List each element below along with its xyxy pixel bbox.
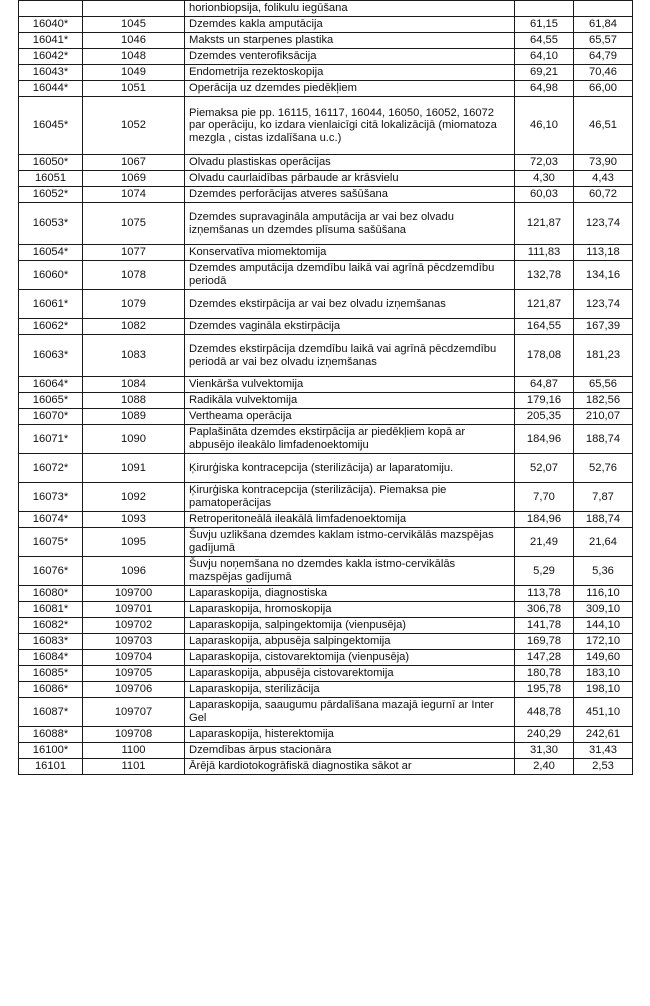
table-row: [19, 1, 633, 17]
table-row: [19, 727, 633, 743]
procedure-description-cell: Ķirurģiska kontracepcija (sterilizācija) ar laparatomiju.: [185, 454, 515, 483]
procedure-code-cell: 16082*: [19, 618, 83, 634]
table-row: [19, 245, 633, 261]
procedure-code-cell: 16088*: [19, 727, 83, 743]
tariff-value-2-cell: 65,57: [574, 33, 633, 49]
manipulation-number-cell: 109701: [83, 602, 185, 618]
procedure-description-cell: Dzemdes supravagināla amputācija ar vai bez olvadu izņemšanas un dzemdes plīsuma sašūšana: [185, 203, 515, 245]
procedure-code-cell: 16071*: [19, 425, 83, 454]
tariff-value-1-cell: 147,28: [515, 650, 574, 666]
procedure-description-cell: Dzemdes venterofiksācija: [185, 49, 515, 65]
table-row: [19, 203, 633, 245]
manipulation-number-cell: 1088: [83, 393, 185, 409]
manipulation-number-cell: 1078: [83, 261, 185, 290]
procedure-code-cell: 16070*: [19, 409, 83, 425]
tariff-value-2-cell: 134,16: [574, 261, 633, 290]
table-row: [19, 698, 633, 727]
tariff-value-1-cell: 52,07: [515, 454, 574, 483]
tariff-value-2-cell: 144,10: [574, 618, 633, 634]
procedure-description-cell: Laparaskopija, saaugumu pārdalīšana mazajā iegurnī ar Inter Gel: [185, 698, 515, 727]
tariff-value-2-cell: 116,10: [574, 586, 633, 602]
table-row: [19, 97, 633, 155]
tariff-value-1-cell: 184,96: [515, 512, 574, 528]
manipulation-number-cell: 109707: [83, 698, 185, 727]
manipulation-number-cell: 1049: [83, 65, 185, 81]
procedure-description-cell: Laparaskopija, hromoskopija: [185, 602, 515, 618]
tariff-table-body: [19, 1, 633, 775]
manipulation-number-cell: 1052: [83, 97, 185, 155]
procedure-code-cell: 16086*: [19, 682, 83, 698]
tariff-value-1-cell: 179,16: [515, 393, 574, 409]
tariff-value-2-cell: 2,53: [574, 759, 633, 775]
tariff-value-2-cell: 64,79: [574, 49, 633, 65]
tariff-value-1-cell: 178,08: [515, 335, 574, 377]
procedure-description-cell: Olvadu caurlaidības pārbaude ar krāsvielu: [185, 171, 515, 187]
table-row: [19, 65, 633, 81]
procedure-description-cell: Laparaskopija, abpusēja salpingektomija: [185, 634, 515, 650]
tariff-value-2-cell: 182,56: [574, 393, 633, 409]
tariff-value-2-cell: 52,76: [574, 454, 633, 483]
tariff-value-2-cell: 451,10: [574, 698, 633, 727]
tariff-value-2-cell: 60,72: [574, 187, 633, 203]
table-row: [19, 290, 633, 319]
tariff-value-2-cell: 123,74: [574, 203, 633, 245]
procedure-code-cell: 16044*: [19, 81, 83, 97]
manipulation-number-cell: 109702: [83, 618, 185, 634]
tariff-value-1-cell: 5,29: [515, 557, 574, 586]
table-row: [19, 512, 633, 528]
tariff-value-1-cell: 184,96: [515, 425, 574, 454]
table-row: [19, 319, 633, 335]
procedure-code-cell: 16061*: [19, 290, 83, 319]
tariff-value-1-cell: 64,98: [515, 81, 574, 97]
tariff-value-1-cell: 121,87: [515, 290, 574, 319]
manipulation-number-cell: 1083: [83, 335, 185, 377]
procedure-code-cell: 16101: [19, 759, 83, 775]
procedure-code-cell: 16085*: [19, 666, 83, 682]
procedure-code-cell: 16064*: [19, 377, 83, 393]
tariff-value-2-cell: 198,10: [574, 682, 633, 698]
procedure-code-cell: 16043*: [19, 65, 83, 81]
procedure-description-cell: Laparaskopija, histerektomija: [185, 727, 515, 743]
procedure-description-cell: Dzemdes amputācija dzemdību laikā vai agrīnā pēcdzemdību periodā: [185, 261, 515, 290]
table-row: [19, 409, 633, 425]
table-row: [19, 155, 633, 171]
procedure-code-cell: 16041*: [19, 33, 83, 49]
tariff-value-2-cell: 70,46: [574, 65, 633, 81]
procedure-description-cell: Piemaksa pie pp. 16115, 16117, 16044, 16050, 16052, 16072 par operāciju, ko izdara vienlaicīgi citā lokalizācijā (miomatoza mezgla , cistas izdalīšana u.c.): [185, 97, 515, 155]
tariff-value-1-cell: 64,10: [515, 49, 574, 65]
tariff-value-2-cell: 73,90: [574, 155, 633, 171]
procedure-description-cell: Dzemdes ekstirpācija dzemdību laikā vai agrīnā pēcdzemdību periodā ar vai bez olvadu izņemšanas: [185, 335, 515, 377]
tariff-value-1-cell: 306,78: [515, 602, 574, 618]
table-row: [19, 393, 633, 409]
table-row: [19, 759, 633, 775]
table-row: [19, 602, 633, 618]
tariff-value-2-cell: 167,39: [574, 319, 633, 335]
procedure-description-cell: Ārējā kardiotokogrāfiskā diagnostika sākot ar: [185, 759, 515, 775]
tariff-value-1-cell: 164,55: [515, 319, 574, 335]
manipulation-number-cell: 109705: [83, 666, 185, 682]
tariff-value-1-cell: 448,78: [515, 698, 574, 727]
tariff-value-2-cell: [574, 1, 633, 17]
tariff-value-2-cell: 183,10: [574, 666, 633, 682]
tariff-value-2-cell: 123,74: [574, 290, 633, 319]
table-row: [19, 743, 633, 759]
manipulation-number-cell: 109706: [83, 682, 185, 698]
manipulation-number-cell: 1096: [83, 557, 185, 586]
manipulation-number-cell: 1089: [83, 409, 185, 425]
tariff-value-1-cell: 64,87: [515, 377, 574, 393]
tariff-value-1-cell: 132,78: [515, 261, 574, 290]
procedure-code-cell: 16053*: [19, 203, 83, 245]
procedure-description-cell: Dzemdes perforācijas atveres sašūšana: [185, 187, 515, 203]
tariff-value-1-cell: 113,78: [515, 586, 574, 602]
procedure-code-cell: 16075*: [19, 528, 83, 557]
tariff-value-1-cell: 141,78: [515, 618, 574, 634]
tariff-value-1-cell: 180,78: [515, 666, 574, 682]
table-row: [19, 187, 633, 203]
tariff-value-2-cell: 149,60: [574, 650, 633, 666]
tariff-value-2-cell: 210,07: [574, 409, 633, 425]
table-row: [19, 528, 633, 557]
table-row: [19, 557, 633, 586]
procedure-code-cell: 16060*: [19, 261, 83, 290]
manipulation-number-cell: 109700: [83, 586, 185, 602]
procedure-code-cell: 16052*: [19, 187, 83, 203]
procedure-code-cell: 16083*: [19, 634, 83, 650]
tariff-value-2-cell: 61,84: [574, 17, 633, 33]
manipulation-number-cell: 109708: [83, 727, 185, 743]
tariff-value-1-cell: 60,03: [515, 187, 574, 203]
tariff-value-2-cell: 65,56: [574, 377, 633, 393]
procedure-code-cell: 16054*: [19, 245, 83, 261]
procedure-description-cell: horionbiopsija, folikulu iegūšana: [185, 1, 515, 17]
procedure-description-cell: Laparaskopija, cistovarektomija (vienpusēja): [185, 650, 515, 666]
table-row: [19, 425, 633, 454]
manipulation-number-cell: 1048: [83, 49, 185, 65]
table-row: [19, 650, 633, 666]
procedure-description-cell: Laparaskopija, sterilizācija: [185, 682, 515, 698]
manipulation-number-cell: 109703: [83, 634, 185, 650]
procedure-description-cell: Retroperitoneālā ileakālā limfadenoektomija: [185, 512, 515, 528]
procedure-code-cell: 16042*: [19, 49, 83, 65]
table-row: [19, 666, 633, 682]
procedure-description-cell: Šuvju noņemšana no dzemdes kakla istmo-cervikālās mazspējas gadījumā: [185, 557, 515, 586]
manipulation-number-cell: 1092: [83, 483, 185, 512]
procedure-description-cell: Vienkārša vulvektomija: [185, 377, 515, 393]
procedure-code-cell: 16073*: [19, 483, 83, 512]
procedure-code-cell: [19, 1, 83, 17]
manipulation-number-cell: 1074: [83, 187, 185, 203]
procedure-description-cell: Radikāla vulvektomija: [185, 393, 515, 409]
table-row: [19, 634, 633, 650]
procedure-code-cell: 16081*: [19, 602, 83, 618]
manipulation-number-cell: 1091: [83, 454, 185, 483]
tariff-value-2-cell: 31,43: [574, 743, 633, 759]
procedure-code-cell: 16062*: [19, 319, 83, 335]
procedure-description-cell: Operācija uz dzemdes piedēkļiem: [185, 81, 515, 97]
tariff-value-1-cell: 205,35: [515, 409, 574, 425]
manipulation-number-cell: 1093: [83, 512, 185, 528]
procedure-description-cell: Ķirurģiska kontracepcija (sterilizācija). Piemaksa pie pamatoperācijas: [185, 483, 515, 512]
manipulation-number-cell: 1100: [83, 743, 185, 759]
manipulation-number-cell: 1051: [83, 81, 185, 97]
tariff-value-1-cell: 72,03: [515, 155, 574, 171]
procedure-description-cell: Laparaskopija, diagnostiska: [185, 586, 515, 602]
table-row: [19, 49, 633, 65]
table-row: [19, 586, 633, 602]
tariff-value-1-cell: 195,78: [515, 682, 574, 698]
manipulation-number-cell: 1067: [83, 155, 185, 171]
procedure-description-cell: Olvadu plastiskas operācijas: [185, 155, 515, 171]
tariff-value-1-cell: 121,87: [515, 203, 574, 245]
procedure-code-cell: 16050*: [19, 155, 83, 171]
manipulation-number-cell: 1045: [83, 17, 185, 33]
procedure-code-cell: 16084*: [19, 650, 83, 666]
tariff-value-1-cell: 2,40: [515, 759, 574, 775]
tariff-value-2-cell: 309,10: [574, 602, 633, 618]
procedure-code-cell: 16087*: [19, 698, 83, 727]
table-row: [19, 454, 633, 483]
procedure-code-cell: 16040*: [19, 17, 83, 33]
tariff-value-2-cell: 242,61: [574, 727, 633, 743]
table-row: [19, 171, 633, 187]
table-row: [19, 483, 633, 512]
tariff-value-1-cell: [515, 1, 574, 17]
manipulation-number-cell: 109704: [83, 650, 185, 666]
tariff-value-1-cell: 31,30: [515, 743, 574, 759]
tariff-value-2-cell: 181,23: [574, 335, 633, 377]
manipulation-number-cell: 1079: [83, 290, 185, 319]
table-row: [19, 335, 633, 377]
procedure-description-cell: Dzemdes ekstirpācija ar vai bez olvadu izņemšanas: [185, 290, 515, 319]
tariff-value-1-cell: 169,78: [515, 634, 574, 650]
table-row: [19, 33, 633, 49]
procedure-description-cell: Dzemdības ārpus stacionāra: [185, 743, 515, 759]
tariff-value-2-cell: 46,51: [574, 97, 633, 155]
tariff-value-2-cell: 21,64: [574, 528, 633, 557]
procedure-code-cell: 16045*: [19, 97, 83, 155]
manipulation-number-cell: 1046: [83, 33, 185, 49]
table-row: [19, 618, 633, 634]
tariff-value-1-cell: 64,55: [515, 33, 574, 49]
table-row: [19, 261, 633, 290]
table-row: [19, 17, 633, 33]
manipulation-number-cell: 1075: [83, 203, 185, 245]
tariff-value-1-cell: 4,30: [515, 171, 574, 187]
procedure-description-cell: Konservatīva miomektomija: [185, 245, 515, 261]
procedure-description-cell: Laparaskopija, abpusēja cistovarektomija: [185, 666, 515, 682]
tariff-value-2-cell: 188,74: [574, 512, 633, 528]
tariff-value-2-cell: 4,43: [574, 171, 633, 187]
procedure-description-cell: Dzemdes vagināla ekstirpācija: [185, 319, 515, 335]
procedure-code-cell: 16076*: [19, 557, 83, 586]
procedure-description-cell: Laparaskopija, salpingektomija (vienpusēja): [185, 618, 515, 634]
procedure-description-cell: Dzemdes kakla amputācija: [185, 17, 515, 33]
tariff-value-1-cell: 46,10: [515, 97, 574, 155]
manipulation-number-cell: [83, 1, 185, 17]
tariff-value-1-cell: 111,83: [515, 245, 574, 261]
tariff-value-2-cell: 113,18: [574, 245, 633, 261]
procedure-description-cell: Endometrija rezektoskopija: [185, 65, 515, 81]
tariff-value-1-cell: 61,15: [515, 17, 574, 33]
tariff-value-2-cell: 7,87: [574, 483, 633, 512]
tariff-table: [18, 0, 633, 775]
manipulation-number-cell: 1069: [83, 171, 185, 187]
procedure-code-cell: 16080*: [19, 586, 83, 602]
tariff-value-2-cell: 66,00: [574, 81, 633, 97]
procedure-description-cell: Šuvju uzlikšana dzemdes kaklam istmo-cervikālās mazspējas gadījumā: [185, 528, 515, 557]
tariff-value-1-cell: 21,49: [515, 528, 574, 557]
procedure-description-cell: Paplašināta dzemdes ekstirpācija ar piedēkļiem kopā ar abpusējo ileakālo limfadenoektomiju: [185, 425, 515, 454]
manipulation-number-cell: 1101: [83, 759, 185, 775]
table-row: [19, 81, 633, 97]
manipulation-number-cell: 1077: [83, 245, 185, 261]
procedure-code-cell: 16074*: [19, 512, 83, 528]
procedure-code-cell: 16063*: [19, 335, 83, 377]
table-row: [19, 377, 633, 393]
tariff-value-2-cell: 5,36: [574, 557, 633, 586]
tariff-value-1-cell: 240,29: [515, 727, 574, 743]
table-row: [19, 682, 633, 698]
procedure-code-cell: 16051: [19, 171, 83, 187]
procedure-code-cell: 16072*: [19, 454, 83, 483]
manipulation-number-cell: 1084: [83, 377, 185, 393]
manipulation-number-cell: 1090: [83, 425, 185, 454]
tariff-value-2-cell: 172,10: [574, 634, 633, 650]
manipulation-number-cell: 1082: [83, 319, 185, 335]
procedure-code-cell: 16100*: [19, 743, 83, 759]
tariff-value-1-cell: 69,21: [515, 65, 574, 81]
manipulation-number-cell: 1095: [83, 528, 185, 557]
procedure-description-cell: Vertheama operācija: [185, 409, 515, 425]
procedure-description-cell: Maksts un starpenes plastika: [185, 33, 515, 49]
tariff-value-1-cell: 7,70: [515, 483, 574, 512]
document-page: [18, 0, 632, 775]
procedure-code-cell: 16065*: [19, 393, 83, 409]
tariff-value-2-cell: 188,74: [574, 425, 633, 454]
